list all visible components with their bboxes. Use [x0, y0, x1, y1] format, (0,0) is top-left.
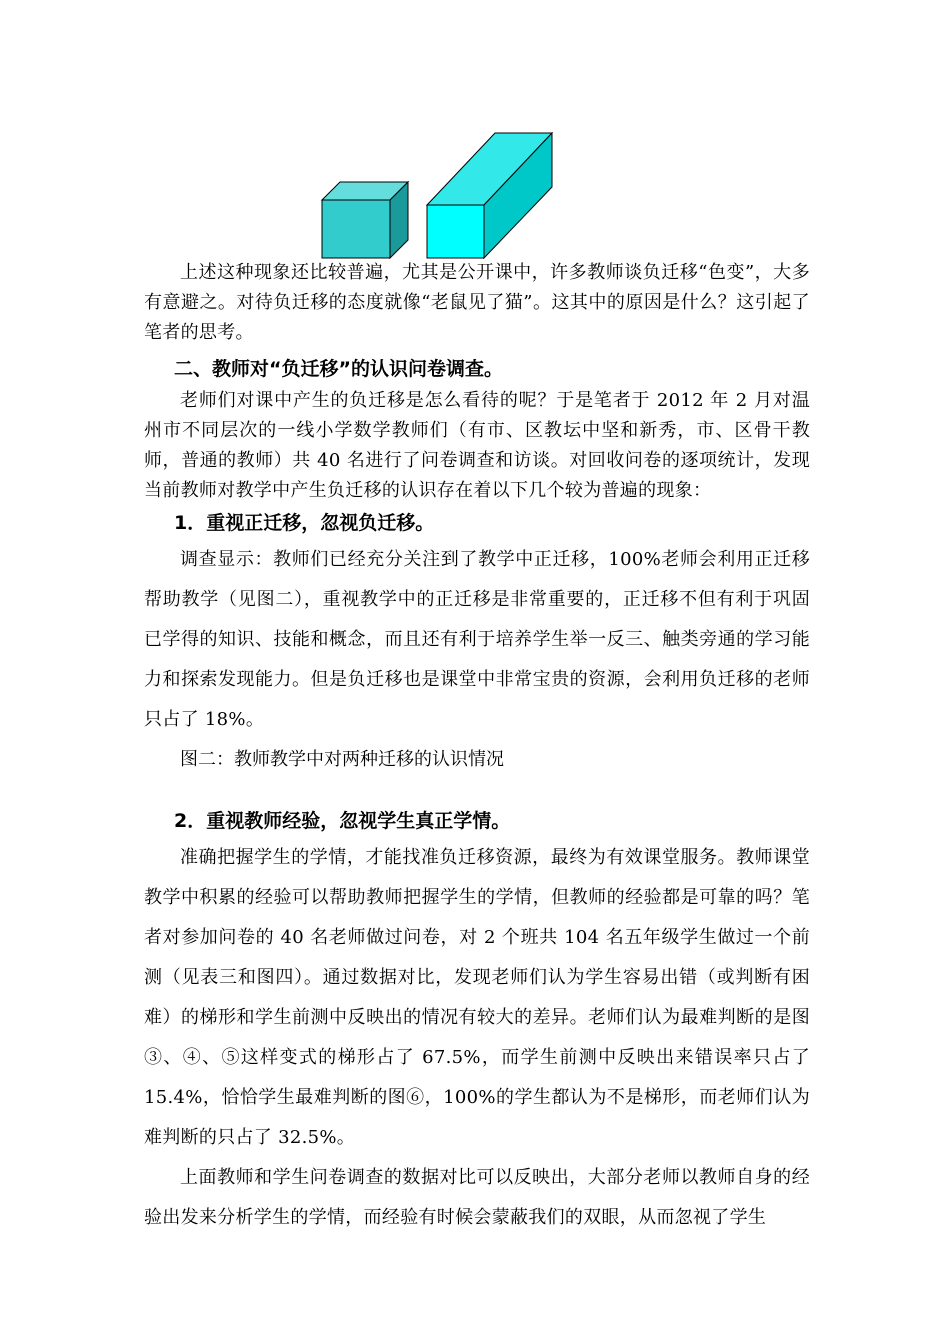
subheading-teacher-experience: 2．重视教师经验，忽视学生真正学情。	[174, 810, 511, 832]
subheading-positive-transfer: 1．重视正迁移，忽视负迁移。	[174, 512, 435, 534]
small-cube-front	[322, 200, 390, 258]
section-heading-survey: 二、教师对“负迁移”的认识问卷调查。	[174, 358, 503, 380]
figure-caption: 图二：教师教学中对两种迁移的认识情况	[180, 749, 504, 770]
large-prism-front	[427, 205, 484, 258]
paragraph-survey-intro: 老师们对课中产生的负迁移是怎么看待的呢？于是笔者于 2012 年 2 月对温州市不同层次的一线小学数学教师们（有市、区教坛中坚和新秀，市、区骨干教师，普通的教师）共 40 名进行了问卷调查和访谈。对回收问卷的逐项统计，发现当前教师对教学中产生负迁移的认识存在着以下几个较为普遍的现象：	[144, 390, 810, 501]
small-cube	[322, 182, 408, 258]
paragraph-attitude: 上述这种现象还比较普遍，尤其是公开课中，许多教师谈负迁移“色变”，大多有意避之。对待负迁移的态度就像“老鼠见了猫”。这其中的原因是什么？这引起了笔者的思考。	[144, 262, 810, 343]
paragraph-positive-transfer: 调查显示：教师们已经充分关注到了教学中正迁移，100%老师会利用正迁移帮助教学（见图二），重视教学中的正迁移是非常重要的，正迁移不但有利于巩固已学得的知识、技能和概念，而且还有利于培养学生举一反三、触类旁通的学习能力和探索发现能力。但是负迁移也是课堂中非常宝贵的资源，会利用负迁移的老师只占了 18%。	[144, 549, 810, 730]
paragraph-conclusion: 上面教师和学生问卷调查的数据对比可以反映出，大部分老师以教师自身的经验出发来分析学生的学情，而经验有时候会蒙蔽我们的双眼，从而忽视了学生	[144, 1167, 810, 1228]
paragraph-teacher-experience: 准确把握学生的学情，才能找准负迁移资源，最终为有效课堂服务。教师课堂教学中积累的经验可以帮助教师把握学生的学情，但教师的经验都是可靠的吗？笔者对参加问卷的 40 名老师做过问卷，对 2 个班共 104 名五年级学生做过一个前测（见表三和图四）。通过数据对比，发现老师们认为学生容易出错（或判断有困难）的梯形和学生前测中反映出的情况有较大的差异。老师们认为最难判断的是图③、④、⑤这样变式的梯形占了 67.5%，而学生前测中反映出来错误率只占了 15.4%，恰恰学生最难判断的图⑥，100%的学生都认为不是梯形，而老师们认为难判断的只占了 32.5%。	[144, 847, 810, 1148]
3d-shapes-figure	[300, 120, 580, 270]
large-prism	[427, 133, 552, 258]
document-body	[144, 258, 810, 1238]
